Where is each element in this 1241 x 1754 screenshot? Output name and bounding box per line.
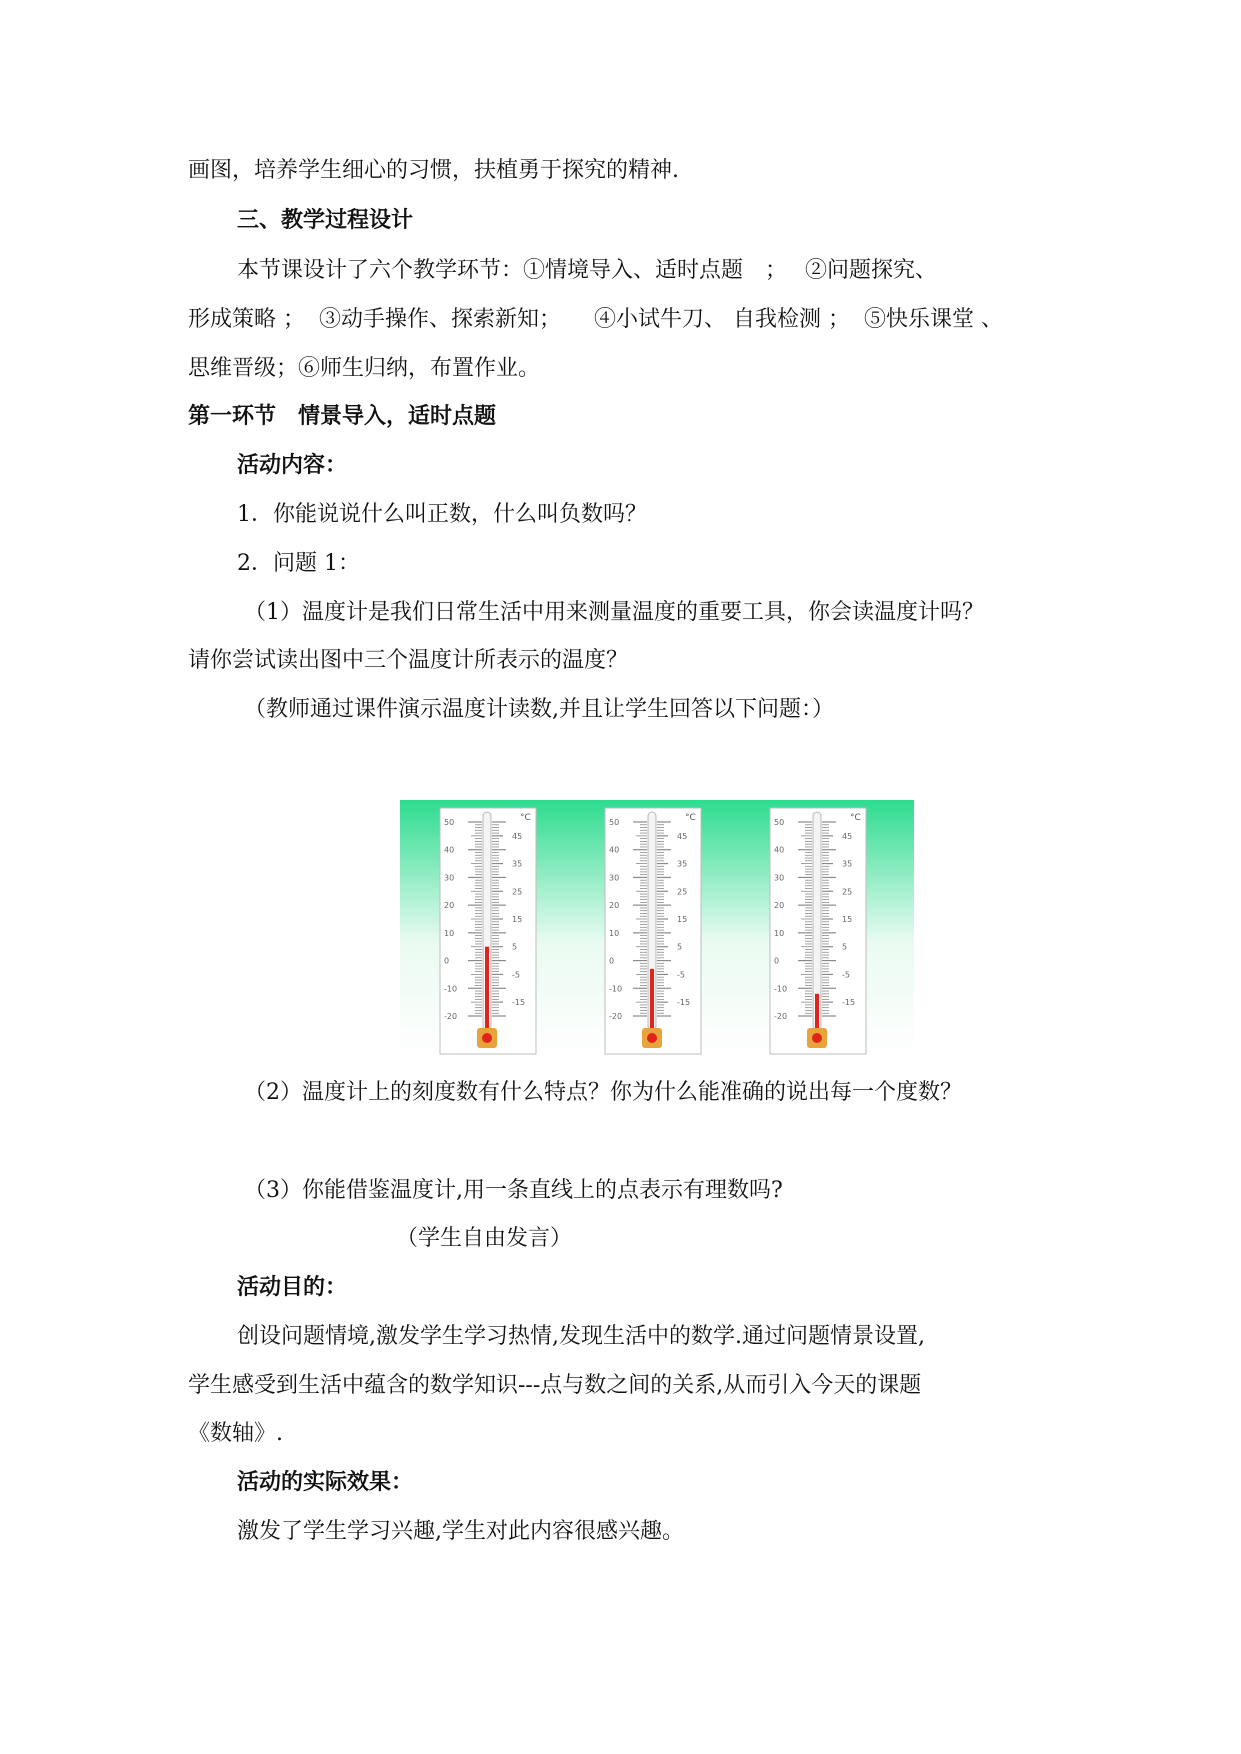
thermometer [770, 808, 866, 1054]
scale-label-left: -10 [774, 984, 788, 994]
question-2: 2．问题 1： [237, 551, 360, 576]
scale-label-right: -5 [677, 970, 685, 980]
scale-label-left: -20 [609, 1012, 623, 1021]
activity-effect-heading: 活动的实际效果： [237, 1470, 414, 1495]
scale-label-right: -15 [512, 998, 526, 1008]
text-line: 请你尝试读出图中三个温度计所表示的温度？ [188, 648, 629, 673]
scale-label-right: -5 [512, 970, 520, 980]
scale-label-left: 30 [774, 873, 785, 883]
scale-label-right: -15 [842, 998, 856, 1008]
scale-label-left: 50 [444, 818, 455, 827]
scale-label-left: 20 [444, 901, 455, 911]
text-line: 画图，培养学生细心的习惯，扶植勇于探究的精神. [188, 158, 679, 183]
activity-purpose-heading: 活动目的： [237, 1275, 348, 1300]
text-line: 形成策略 ； ③动手操作、探索新知； ④小试牛刀、 自我检测 ； ⑤快乐课堂 、 [188, 307, 1003, 332]
bulb [482, 1033, 492, 1043]
scale-label-right: 15 [512, 915, 523, 924]
scale-label-left: 10 [609, 928, 620, 938]
scale-label-right: 35 [512, 859, 523, 869]
text-line: 创设问题情境,激发学生学习热情,发现生活中的数学.通过问题情景设置, [237, 1324, 925, 1349]
mercury-column [650, 969, 654, 1032]
thermometer [440, 808, 536, 1054]
scale-label-left: -10 [444, 984, 458, 994]
scale-label-left: 20 [609, 901, 620, 911]
mercury-column [815, 994, 819, 1032]
text-line: 激发了学生学习兴趣,学生对此内容很感兴趣。 [237, 1519, 684, 1544]
scale-label-right: 45 [512, 831, 523, 841]
scale-label-right: 35 [677, 859, 688, 869]
activity-content-heading: 活动内容： [237, 453, 348, 478]
scale-label-left: 40 [774, 845, 785, 855]
unit-label: °C [850, 813, 861, 823]
scale-label-right: 5 [677, 942, 683, 952]
scale-label-left: 10 [774, 928, 785, 938]
text-line: 《数轴》. [188, 1421, 283, 1446]
text-line: （3）你能借鉴温度计,用一条直线上的点表示有理数吗? [244, 1178, 783, 1203]
scale-label-left: 50 [609, 818, 620, 827]
scale-label-left: 50 [774, 818, 785, 827]
scale-label-right: -5 [842, 970, 850, 980]
scale-label-right: 15 [842, 915, 853, 924]
bulb [647, 1033, 657, 1043]
text-line: 本节课设计了六个教学环节：①情境导入、适时点题 ； ②问题探究、 [237, 258, 937, 283]
scale-label-left: 10 [444, 928, 455, 938]
scale-label-left: -20 [774, 1012, 788, 1021]
scale-label-right: 15 [677, 915, 688, 924]
scale-label-left: 20 [774, 901, 785, 911]
scale-label-right: 25 [677, 887, 688, 897]
scale-label-right: 45 [677, 831, 688, 841]
unit-label: °C [685, 813, 696, 823]
scale-label-left: 40 [444, 845, 455, 855]
scale-label-left: 30 [444, 873, 455, 883]
text-line: 思维晋级；⑥师生归纳，布置作业。 [188, 356, 541, 381]
question-1: 1．你能说说什么叫正数，什么叫负数吗？ [237, 502, 647, 527]
scale-label-right: 5 [512, 942, 518, 952]
unit-label: °C [520, 813, 531, 823]
thermometers-figure [400, 800, 914, 1058]
scale-label-right: 25 [842, 887, 853, 897]
scale-label-right: 45 [842, 831, 853, 841]
scale-label-right: -15 [677, 998, 691, 1008]
scale-label-right: 25 [512, 887, 523, 897]
scale-label-left: 0 [774, 956, 780, 966]
scale-label-left: 30 [609, 873, 620, 883]
scale-label-right: 35 [842, 859, 853, 869]
subsection-heading: 第一环节 情景导入，适时点题 [188, 404, 497, 429]
scale-label-left: 40 [609, 845, 620, 855]
scale-label-left: 0 [444, 956, 450, 966]
text-line: （1）温度计是我们日常生活中用来测量温度的重要工具，你会读温度计吗？ [244, 600, 984, 625]
mercury-column [485, 947, 489, 1032]
bulb [812, 1033, 822, 1043]
text-line: 学生感受到生活中蕴含的数学知识---点与数之间的关系,从而引入今天的课题 [188, 1373, 922, 1398]
section-heading: 三、教学过程设计 [237, 208, 414, 233]
thermometer [605, 808, 701, 1054]
text-line: （学生自由发言） [396, 1226, 573, 1251]
text-line: （2）温度计上的刻度数有什么特点？你为什么能准确的说出每一个度数？ [244, 1080, 962, 1105]
scale-label-left: -20 [444, 1012, 458, 1021]
text-line: （教师通过课件演示温度计读数,并且让学生回答以下问题：） [244, 697, 834, 722]
scale-label-left: -10 [609, 984, 623, 994]
scale-label-right: 5 [842, 942, 848, 952]
scale-label-left: 0 [609, 956, 615, 966]
